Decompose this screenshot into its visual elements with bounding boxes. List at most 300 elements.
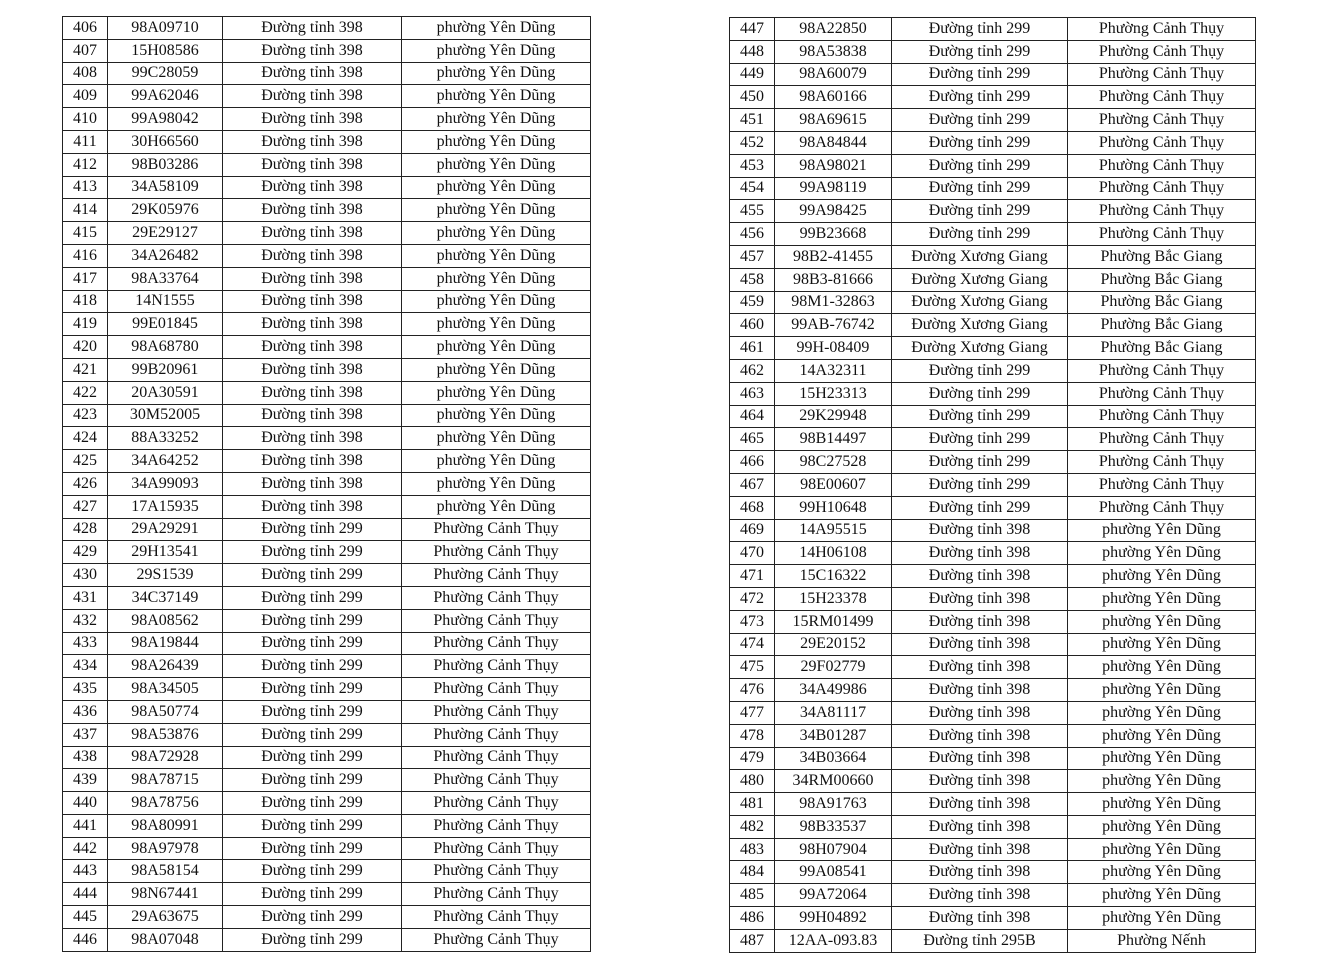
table-row: [63, 313, 591, 336]
road-cell: Đường tỉnh 398: [223, 176, 402, 199]
road-cell: Đường tỉnh 299: [223, 541, 402, 564]
table-row: [730, 223, 1256, 246]
plate-number-cell: 99E01845: [108, 313, 223, 336]
ward-cell: Phường Cảnh Thụy: [402, 792, 591, 815]
plate-number-cell: 29S1539: [108, 564, 223, 587]
plate-number-cell: 34A26482: [108, 244, 223, 267]
table-row: [730, 542, 1256, 565]
row-number-cell: 453: [730, 154, 775, 177]
ward-cell: phường Yên Dũng: [1068, 656, 1256, 679]
plate-number-cell: 98A34505: [108, 678, 223, 701]
plate-number-cell: 15H23378: [775, 587, 892, 610]
plate-number-cell: 98A80991: [108, 814, 223, 837]
table-row: [63, 564, 591, 587]
plate-number-cell: 98A72928: [108, 746, 223, 769]
road-cell: Đường Xương Giang: [892, 268, 1068, 291]
plate-number-cell: 15RM01499: [775, 610, 892, 633]
road-cell: Đường Xương Giang: [892, 337, 1068, 360]
road-cell: Đường tỉnh 299: [223, 769, 402, 792]
left-table-body: [63, 17, 591, 952]
road-cell: Đường tỉnh 299: [223, 564, 402, 587]
row-number-cell: 428: [63, 518, 108, 541]
road-cell: Đường tỉnh 299: [223, 792, 402, 815]
road-cell: Đường tỉnh 299: [223, 837, 402, 860]
row-number-cell: 418: [63, 290, 108, 313]
road-cell: Đường tỉnh 398: [223, 85, 402, 108]
row-number-cell: 463: [730, 382, 775, 405]
ward-cell: Phường Cảnh Thụy: [1068, 223, 1256, 246]
plate-number-cell: 98C27528: [775, 451, 892, 474]
plate-number-cell: 98A08562: [108, 609, 223, 632]
row-number-cell: 478: [730, 724, 775, 747]
plate-number-cell: 98H07904: [775, 838, 892, 861]
table-row: [730, 679, 1256, 702]
plate-number-cell: 14A32311: [775, 359, 892, 382]
table-row: [63, 860, 591, 883]
plate-number-cell: 99A08541: [775, 861, 892, 884]
road-cell: Đường tỉnh 398: [223, 17, 402, 40]
ward-cell: phường Yên Dũng: [402, 244, 591, 267]
plate-number-cell: 98B3-81666: [775, 268, 892, 291]
road-cell: Đường tỉnh 398: [892, 724, 1068, 747]
row-number-cell: 444: [63, 883, 108, 906]
table-row: [63, 336, 591, 359]
plate-number-cell: 29E29127: [108, 222, 223, 245]
row-number-cell: 415: [63, 222, 108, 245]
row-number-cell: 470: [730, 542, 775, 565]
row-number-cell: 446: [63, 928, 108, 951]
plate-number-cell: 15C16322: [775, 565, 892, 588]
road-cell: Đường tỉnh 398: [223, 472, 402, 495]
row-number-cell: 456: [730, 223, 775, 246]
row-number-cell: 438: [63, 746, 108, 769]
road-cell: Đường tỉnh 398: [223, 404, 402, 427]
plate-number-cell: 98A26439: [108, 655, 223, 678]
table-row: [730, 907, 1256, 930]
row-number-cell: 461: [730, 337, 775, 360]
ward-cell: Phường Bắc Giang: [1068, 314, 1256, 337]
plate-number-cell: 14A95515: [775, 519, 892, 542]
ward-cell: Phường Cảnh Thụy: [402, 723, 591, 746]
row-number-cell: 408: [63, 62, 108, 85]
road-cell: Đường tỉnh 299: [223, 655, 402, 678]
table-row: [730, 770, 1256, 793]
table-row: [730, 633, 1256, 656]
plate-number-cell: 34A58109: [108, 176, 223, 199]
plate-number-cell: 29F02779: [775, 656, 892, 679]
table-row: [730, 496, 1256, 519]
ward-cell: phường Yên Dũng: [402, 130, 591, 153]
table-row: [63, 222, 591, 245]
plate-number-cell: 15H23313: [775, 382, 892, 405]
plate-number-cell: 34A49986: [775, 679, 892, 702]
road-cell: Đường tỉnh 299: [223, 860, 402, 883]
ward-cell: Phường Cảnh Thụy: [402, 860, 591, 883]
plate-number-cell: 34A99093: [108, 472, 223, 495]
left-records-table: [62, 16, 591, 952]
table-row: [730, 701, 1256, 724]
ward-cell: phường Yên Dũng: [1068, 610, 1256, 633]
plate-number-cell: 98A07048: [108, 928, 223, 951]
road-cell: Đường tỉnh 299: [892, 18, 1068, 41]
plate-number-cell: 98A78715: [108, 769, 223, 792]
road-cell: Đường tỉnh 398: [223, 108, 402, 131]
road-cell: Đường tỉnh 398: [892, 861, 1068, 884]
table-row: [63, 427, 591, 450]
plate-number-cell: 30H66560: [108, 130, 223, 153]
row-number-cell: 447: [730, 18, 775, 41]
row-number-cell: 413: [63, 176, 108, 199]
row-number-cell: 419: [63, 313, 108, 336]
row-number-cell: 430: [63, 564, 108, 587]
plate-number-cell: 34RM00660: [775, 770, 892, 793]
road-cell: Đường tỉnh 398: [223, 244, 402, 267]
row-number-cell: 410: [63, 108, 108, 131]
road-cell: Đường Xương Giang: [892, 314, 1068, 337]
road-cell: Đường Xương Giang: [892, 291, 1068, 314]
ward-cell: Phường Cảnh Thụy: [1068, 18, 1256, 41]
row-number-cell: 424: [63, 427, 108, 450]
ward-cell: Phường Cảnh Thụy: [1068, 473, 1256, 496]
road-cell: Đường tỉnh 398: [223, 222, 402, 245]
table-row: [63, 883, 591, 906]
table-row: [730, 519, 1256, 542]
table-row: [63, 655, 591, 678]
plate-number-cell: 98A98021: [775, 154, 892, 177]
plate-number-cell: 98A78756: [108, 792, 223, 815]
plate-number-cell: 99A72064: [775, 884, 892, 907]
ward-cell: phường Yên Dũng: [402, 495, 591, 518]
road-cell: Đường tỉnh 299: [223, 700, 402, 723]
road-cell: Đường tỉnh 398: [223, 336, 402, 359]
ward-cell: Phường Cảnh Thụy: [402, 586, 591, 609]
row-number-cell: 443: [63, 860, 108, 883]
plate-number-cell: 99A98042: [108, 108, 223, 131]
table-row: [63, 381, 591, 404]
road-cell: Đường tỉnh 299: [892, 177, 1068, 200]
row-number-cell: 487: [730, 929, 775, 952]
row-number-cell: 421: [63, 358, 108, 381]
row-number-cell: 406: [63, 17, 108, 40]
row-number-cell: 465: [730, 428, 775, 451]
ward-cell: Phường Cảnh Thụy: [1068, 451, 1256, 474]
ward-cell: phường Yên Dũng: [1068, 861, 1256, 884]
road-cell: Đường tỉnh 398: [892, 838, 1068, 861]
road-cell: Đường tỉnh 398: [892, 884, 1068, 907]
road-cell: Đường tỉnh 398: [223, 199, 402, 222]
road-cell: Đường tỉnh 398: [223, 495, 402, 518]
plate-number-cell: 98A60079: [775, 63, 892, 86]
table-row: [730, 382, 1256, 405]
row-number-cell: 420: [63, 336, 108, 359]
table-row: [63, 290, 591, 313]
ward-cell: phường Yên Dũng: [1068, 838, 1256, 861]
ward-cell: Phường Cảnh Thụy: [1068, 109, 1256, 132]
row-number-cell: 454: [730, 177, 775, 200]
table-row: [730, 610, 1256, 633]
ward-cell: phường Yên Dũng: [402, 62, 591, 85]
plate-number-cell: 99AB-76742: [775, 314, 892, 337]
row-number-cell: 476: [730, 679, 775, 702]
row-number-cell: 440: [63, 792, 108, 815]
table-row: [730, 861, 1256, 884]
row-number-cell: 409: [63, 85, 108, 108]
plate-number-cell: 99A98119: [775, 177, 892, 200]
table-row: [63, 837, 591, 860]
row-number-cell: 449: [730, 63, 775, 86]
ward-cell: Phường Bắc Giang: [1068, 291, 1256, 314]
row-number-cell: 434: [63, 655, 108, 678]
row-number-cell: 450: [730, 86, 775, 109]
right-records-table: [729, 17, 1256, 953]
ward-cell: phường Yên Dũng: [1068, 724, 1256, 747]
ward-cell: Phường Cảnh Thụy: [1068, 382, 1256, 405]
road-cell: Đường tỉnh 299: [892, 223, 1068, 246]
table-row: [730, 359, 1256, 382]
row-number-cell: 452: [730, 131, 775, 154]
ward-cell: phường Yên Dũng: [1068, 907, 1256, 930]
plate-number-cell: 99H-08409: [775, 337, 892, 360]
road-cell: Đường tỉnh 299: [892, 382, 1068, 405]
ward-cell: Phường Cảnh Thụy: [402, 906, 591, 929]
plate-number-cell: 29H13541: [108, 541, 223, 564]
road-cell: Đường tỉnh 299: [892, 63, 1068, 86]
plate-number-cell: 29A63675: [108, 906, 223, 929]
row-number-cell: 448: [730, 40, 775, 63]
road-cell: Đường tỉnh 398: [223, 39, 402, 62]
road-cell: Đường tỉnh 299: [223, 814, 402, 837]
road-cell: Đường Xương Giang: [892, 245, 1068, 268]
table-row: [730, 268, 1256, 291]
plate-number-cell: 17A15935: [108, 495, 223, 518]
row-number-cell: 469: [730, 519, 775, 542]
road-cell: Đường tỉnh 398: [223, 358, 402, 381]
table-row: [63, 678, 591, 701]
ward-cell: phường Yên Dũng: [402, 85, 591, 108]
plate-number-cell: 34A81117: [775, 701, 892, 724]
row-number-cell: 484: [730, 861, 775, 884]
road-cell: Đường tỉnh 299: [223, 746, 402, 769]
plate-number-cell: 34A64252: [108, 450, 223, 473]
right-table-body: [730, 18, 1256, 953]
table-row: [730, 63, 1256, 86]
row-number-cell: 477: [730, 701, 775, 724]
table-row: [63, 176, 591, 199]
road-cell: Đường tỉnh 398: [223, 62, 402, 85]
road-cell: Đường tỉnh 299: [223, 883, 402, 906]
table-row: [730, 656, 1256, 679]
table-row: [63, 586, 591, 609]
table-row: [63, 814, 591, 837]
plate-number-cell: 15H08586: [108, 39, 223, 62]
ward-cell: Phường Bắc Giang: [1068, 337, 1256, 360]
ward-cell: phường Yên Dũng: [402, 450, 591, 473]
ward-cell: Phường Cảnh Thụy: [1068, 131, 1256, 154]
row-number-cell: 472: [730, 587, 775, 610]
row-number-cell: 459: [730, 291, 775, 314]
plate-number-cell: 34C37149: [108, 586, 223, 609]
ward-cell: phường Yên Dũng: [402, 381, 591, 404]
road-cell: Đường tỉnh 398: [892, 701, 1068, 724]
table-row: [730, 154, 1256, 177]
table-row: [63, 609, 591, 632]
row-number-cell: 432: [63, 609, 108, 632]
row-number-cell: 468: [730, 496, 775, 519]
row-number-cell: 480: [730, 770, 775, 793]
ward-cell: phường Yên Dũng: [402, 472, 591, 495]
ward-cell: Phường Cảnh Thụy: [402, 541, 591, 564]
plate-number-cell: 98A97978: [108, 837, 223, 860]
plate-number-cell: 98M1-32863: [775, 291, 892, 314]
ward-cell: Phường Cảnh Thụy: [1068, 359, 1256, 382]
table-row: [63, 404, 591, 427]
row-number-cell: 425: [63, 450, 108, 473]
ward-cell: phường Yên Dũng: [402, 404, 591, 427]
plate-number-cell: 14N1555: [108, 290, 223, 313]
ward-cell: Phường Cảnh Thụy: [402, 837, 591, 860]
road-cell: Đường tỉnh 398: [892, 907, 1068, 930]
plate-number-cell: 98B14497: [775, 428, 892, 451]
table-row: [730, 177, 1256, 200]
row-number-cell: 467: [730, 473, 775, 496]
row-number-cell: 407: [63, 39, 108, 62]
table-row: [730, 838, 1256, 861]
row-number-cell: 433: [63, 632, 108, 655]
road-cell: Đường tỉnh 299: [223, 906, 402, 929]
ward-cell: phường Yên Dũng: [1068, 770, 1256, 793]
road-cell: Đường tỉnh 398: [223, 130, 402, 153]
row-number-cell: 475: [730, 656, 775, 679]
road-cell: Đường tỉnh 299: [892, 86, 1068, 109]
plate-number-cell: 98A09710: [108, 17, 223, 40]
table-row: [63, 472, 591, 495]
road-cell: Đường tỉnh 398: [892, 656, 1068, 679]
table-row: [63, 199, 591, 222]
row-number-cell: 455: [730, 200, 775, 223]
row-number-cell: 426: [63, 472, 108, 495]
ward-cell: Phường Cảnh Thụy: [1068, 154, 1256, 177]
row-number-cell: 460: [730, 314, 775, 337]
plate-number-cell: 99H04892: [775, 907, 892, 930]
road-cell: Đường tỉnh 398: [223, 450, 402, 473]
row-number-cell: 435: [63, 678, 108, 701]
road-cell: Đường tỉnh 398: [892, 542, 1068, 565]
ward-cell: phường Yên Dũng: [402, 108, 591, 131]
row-number-cell: 416: [63, 244, 108, 267]
plate-number-cell: 29K05976: [108, 199, 223, 222]
table-row: [730, 793, 1256, 816]
table-row: [63, 769, 591, 792]
ward-cell: phường Yên Dũng: [1068, 519, 1256, 542]
road-cell: Đường tỉnh 299: [892, 405, 1068, 428]
plate-number-cell: 20A30591: [108, 381, 223, 404]
plate-number-cell: 98A84844: [775, 131, 892, 154]
ward-cell: Phường Cảnh Thụy: [402, 746, 591, 769]
plate-number-cell: 98B03286: [108, 153, 223, 176]
table-row: [63, 130, 591, 153]
ward-cell: Phường Cảnh Thụy: [402, 700, 591, 723]
road-cell: Đường tỉnh 398: [223, 313, 402, 336]
ward-cell: phường Yên Dũng: [402, 222, 591, 245]
plate-number-cell: 98A69615: [775, 109, 892, 132]
ward-cell: phường Yên Dũng: [402, 267, 591, 290]
row-number-cell: 414: [63, 199, 108, 222]
ward-cell: Phường Cảnh Thụy: [1068, 63, 1256, 86]
ward-cell: phường Yên Dũng: [402, 427, 591, 450]
ward-cell: phường Yên Dũng: [1068, 793, 1256, 816]
road-cell: Đường tỉnh 398: [892, 610, 1068, 633]
row-number-cell: 457: [730, 245, 775, 268]
plate-number-cell: 30M52005: [108, 404, 223, 427]
plate-number-cell: 29K29948: [775, 405, 892, 428]
ward-cell: Phường Cảnh Thụy: [402, 814, 591, 837]
table-row: [730, 40, 1256, 63]
road-cell: Đường tỉnh 299: [223, 632, 402, 655]
road-cell: Đường tỉnh 299: [892, 40, 1068, 63]
road-cell: Đường tỉnh 299: [892, 200, 1068, 223]
table-row: [63, 792, 591, 815]
table-row: [63, 541, 591, 564]
row-number-cell: 441: [63, 814, 108, 837]
road-cell: Đường tỉnh 398: [223, 381, 402, 404]
table-row: [63, 17, 591, 40]
ward-cell: Phường Cảnh Thụy: [1068, 177, 1256, 200]
plate-number-cell: 99A62046: [108, 85, 223, 108]
table-row: [730, 18, 1256, 41]
table-row: [63, 62, 591, 85]
plate-number-cell: 34B03664: [775, 747, 892, 770]
road-cell: Đường tỉnh 299: [223, 723, 402, 746]
row-number-cell: 445: [63, 906, 108, 929]
row-number-cell: 429: [63, 541, 108, 564]
row-number-cell: 436: [63, 700, 108, 723]
row-number-cell: 431: [63, 586, 108, 609]
row-number-cell: 466: [730, 451, 775, 474]
table-row: [63, 108, 591, 131]
road-cell: Đường tỉnh 299: [223, 518, 402, 541]
road-cell: Đường tỉnh 398: [892, 587, 1068, 610]
table-row: [63, 518, 591, 541]
table-row: [730, 314, 1256, 337]
plate-number-cell: 29E20152: [775, 633, 892, 656]
plate-number-cell: 98A53838: [775, 40, 892, 63]
road-cell: Đường tỉnh 398: [892, 793, 1068, 816]
road-cell: Đường tỉnh 299: [223, 928, 402, 951]
ward-cell: phường Yên Dũng: [1068, 884, 1256, 907]
ward-cell: Phường Bắc Giang: [1068, 245, 1256, 268]
table-row: [730, 815, 1256, 838]
road-cell: Đường tỉnh 398: [892, 679, 1068, 702]
plate-number-cell: 14H06108: [775, 542, 892, 565]
ward-cell: Phường Cảnh Thụy: [1068, 40, 1256, 63]
ward-cell: Phường Bắc Giang: [1068, 268, 1256, 291]
plate-number-cell: 98A50774: [108, 700, 223, 723]
ward-cell: Phường Cảnh Thụy: [402, 609, 591, 632]
table-row: [730, 428, 1256, 451]
road-cell: Đường tỉnh 299: [892, 473, 1068, 496]
ward-cell: Phường Cảnh Thụy: [402, 769, 591, 792]
plate-number-cell: 12AA-093.83: [775, 929, 892, 952]
table-row: [63, 632, 591, 655]
road-cell: Đường tỉnh 299: [223, 586, 402, 609]
table-row: [63, 450, 591, 473]
ward-cell: phường Yên Dũng: [402, 290, 591, 313]
road-cell: Đường tỉnh 398: [892, 770, 1068, 793]
table-row: [730, 131, 1256, 154]
ward-cell: Phường Cảnh Thụy: [402, 678, 591, 701]
row-number-cell: 474: [730, 633, 775, 656]
ward-cell: phường Yên Dũng: [402, 313, 591, 336]
